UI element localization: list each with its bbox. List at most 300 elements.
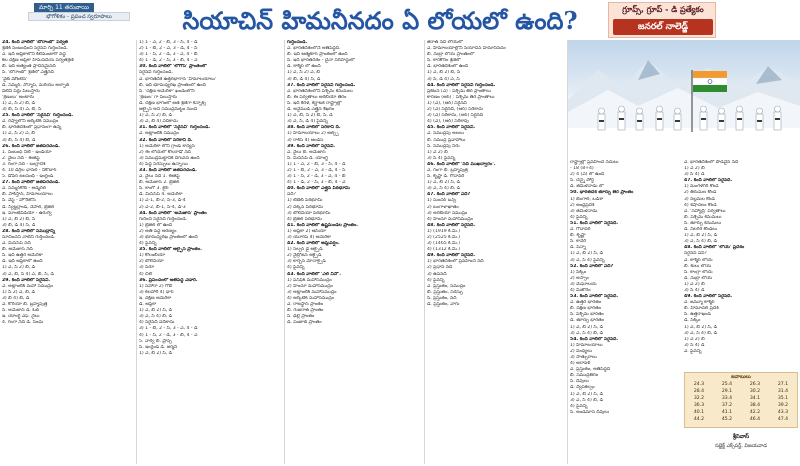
option-line: 3) అట్లాంటిక్ మహాసముద్రం xyxy=(287,289,337,295)
answer-cell: 37.2 xyxy=(721,403,733,408)
answer-cell: 27.1 xyxy=(777,382,789,387)
question-line: 47. కింది వాటిలో సరైనది. xyxy=(684,178,733,184)
question-line: 48. కింది వాటిలో సరైనది. xyxy=(427,222,476,228)
option-line: సి. అమెజాన్ డి. ఓబ్ xyxy=(2,308,40,314)
option-line: 3) 1 - సి, 2 - డి, 3 - ఎ, 4 - బి xyxy=(287,174,346,180)
option-line: 3) ఎ, సి, డి 4) పైవన్నీ xyxy=(287,119,328,125)
option-line: సూచించని వాటిని గుర్తించండి. xyxy=(2,235,56,240)
question-line: 44. కింది వాటిలో సరైనవి గుర్తించండి. xyxy=(427,82,496,88)
option-line: 3) (ఎ) సరికాదు, (ఆర్) సరైనది xyxy=(427,113,484,119)
option-line: 4) శేషాచలం కొండ xyxy=(684,202,717,208)
answer-cell: 45.2 xyxy=(721,417,733,422)
option-line: ఎ. భారతదేశంలోని పశ్చిమ కనుమలు xyxy=(287,88,353,94)
option-line: బి. భారతదేశంలో ప్రధానంగా ఉన్న xyxy=(2,125,62,131)
option-line: డి. పెన్నా xyxy=(570,245,587,251)
option-line: ఎ. ఇది ఆఫ్రికాలోని కిలిమంజారో వద్ద xyxy=(2,52,66,58)
answer-cell: 32.2 xyxy=(693,396,705,401)
option-line: 3) తమిళనాడు xyxy=(570,208,598,214)
option-line: 1) ఎ, బి 2) సి, డి xyxy=(139,350,173,356)
option-line: 4) ఆరావళి xyxy=(570,361,591,367)
option-line: బి. సముద్రతీరం xyxy=(570,373,599,379)
option-line: 'శ్రేణులు' అంటారు xyxy=(2,94,35,100)
option-line: 3) అరేబియా సముద్రం xyxy=(427,210,468,216)
option-line: ఎ. అట్లాంటిక్ మహా సముద్రం xyxy=(2,283,53,289)
option-line: 4) (1312 కి.మీ.) xyxy=(427,247,461,253)
option-line: 3) బి, డి 4) సి, డి xyxy=(2,222,36,228)
option-line: సి. ఇది ఉత్తర అమెరికా xyxy=(2,253,43,259)
option-line: 3) (1465 కి.మీ.) xyxy=(427,241,461,247)
option-line: ఎ. సమ్మర్‌కోట్ - అడ్మిరల్ xyxy=(2,186,46,192)
option-line: 2) ఆంధ్రప్రదేశ్ xyxy=(570,202,595,208)
option-line: 3) బి, సి 4) ఎ, బి, సి xyxy=(2,107,42,113)
option-line: డి. ప్రస్తుతం, వాగు xyxy=(427,302,460,308)
answer-cell: 46.4 xyxy=(749,417,761,422)
option-line: 1) ఎ-1, బి-2, సి-3, డి-4 xyxy=(139,198,186,204)
option-line: 3) 1 - బి, 2 - సి, 3 - ఎ, 4 - డి xyxy=(139,326,198,332)
answer-cell: 33.4 xyxy=(721,396,733,401)
question-line: 51. కింది వాటిలో సరైనది. xyxy=(570,220,619,226)
question-line: 49. కింది వాటిలో సరైనది. xyxy=(684,294,733,300)
option-line: 3) సి 4) డి xyxy=(684,172,705,178)
option-line: 4) సరైనది ఏదీకాదు xyxy=(139,320,175,326)
answers-row xyxy=(685,388,797,395)
option-line: డి. అనైముడి ఎత్తైన శిఖరం xyxy=(287,107,335,113)
option-line: - 18 (8+4) xyxy=(570,166,594,172)
option-line: ఇ. మాంటెవీడియో - ఉరుగ్వే xyxy=(2,210,52,216)
option-line: బి. ప్రస్తుతం, సరస్సు xyxy=(427,289,463,295)
option-line: డి. దక్షిణ భాగంలో ఆత శ్రేణిగా కన్నాక్స్ xyxy=(139,100,207,106)
option-line: సి. కృష్ణా డి. గోదావరి xyxy=(427,174,465,180)
option-line: సి. 'దక్షిణ అమెరికా' ఖండంలోని xyxy=(139,88,195,94)
option-line: 3) కార్బన్ మోనాక్సైడ్ xyxy=(287,259,326,265)
option-line: ఎ. సముద్రపు అలలు xyxy=(427,131,464,137)
option-line: 2) (2525 కి.మీ.) xyxy=(427,235,461,240)
option-line: సి. చెన్నై పోర్ట్ xyxy=(570,178,594,184)
option-line: సి. ఢిల్లీ ప్రాంతం xyxy=(287,314,315,320)
option-line: 5. నార్వే బి. ఫ్రాన్స్ xyxy=(139,338,172,344)
option-line: 4) పెద్ద సరస్సులు ఉన్నాయి xyxy=(139,161,188,167)
option-line: 1) సుందర్ బన్స్ xyxy=(427,198,457,204)
question-line: 54. కింది వాటిలో సరైనది. xyxy=(570,336,619,342)
option-line: బి. అమెజాన్ నది xyxy=(2,247,33,253)
answers-title: జవాబులు xyxy=(731,374,751,380)
option-line: 4) పైవన్నీ xyxy=(287,265,305,271)
option-line: 3) ఎ, సి 4) బి, డి xyxy=(570,397,604,403)
option-line: 1) ఎ, బి 2) సి, డి xyxy=(427,180,461,186)
option-line: డి. మిసిసిపీ 4. అమెరికా xyxy=(139,192,183,198)
question-line: 52. కింది వాటిలో ఏది? xyxy=(570,263,614,269)
banner-subtitle: గ్రూప్స్, గ్రూప్ - డి ప్రత్యేకం xyxy=(622,5,704,14)
option-line: ఎ. రాజస్థాన్ ప్రాంతం xyxy=(287,302,324,308)
option-line: 1) టిబెట్ పీఠభూమి xyxy=(287,198,323,204)
option-line: 3) ఎ, సి 4) బి, డి xyxy=(684,239,718,245)
option-line: ఎ. గోదావరి xyxy=(570,227,591,233)
option-line: 4) ఆర్కిటిక్ మహాసముద్రం xyxy=(287,295,334,301)
option-line: 2) ఈ లోయలో కొలరాడో నది xyxy=(139,149,191,155)
option-line: 2) నైట్రోజన్ ఆక్సైడ్ xyxy=(287,253,322,259)
option-line: 4) (ఎ), (ఆర్) సరికావు xyxy=(427,119,469,125)
option-line: 2) ఎ-2, బి-1, సి-4, డి-3 xyxy=(139,204,186,210)
page-headline: సియాచిన్ హిమనీనదం ఏ లోయలో ఉంది? xyxy=(182,6,578,35)
option-line: 3) సి, డి 4) ఎ, సి xyxy=(427,76,460,82)
answer-cell: 42.2 xyxy=(749,410,761,415)
option-line: 2) 1 - బి, 2 - ఎ, 3 - డి, 4 - సి xyxy=(287,167,346,173)
option-line: 1) ఆఫ్రికా 2) ఆసియా xyxy=(287,228,326,234)
option-line: బి. అమెజాన్ 2. బ్రెజిల్ xyxy=(139,180,180,186)
option-line: 1) భారతదేశంలో ప్రవహించే నది xyxy=(427,259,484,265)
option-line: బి. ఈ పర్వతాలు అరేబియా తీరం xyxy=(287,94,347,100)
option-line: డి. తూర్పు భారతం xyxy=(570,318,604,324)
option-line: 2) బంగాళాఖాతం xyxy=(427,204,459,210)
option-line: ఇ. యాంగ్జీ ఎఫ్. నైలు xyxy=(2,314,40,320)
option-line: 4. గంగా నది డి. సింధు xyxy=(2,320,44,326)
option-line: బి. నుబ్రా లోయ ప్రాంతంలో xyxy=(427,52,475,58)
answer-cell: 40.1 xyxy=(693,410,705,415)
option-line: బి. గుజరాత్ ప్రాంతం xyxy=(287,308,324,314)
option-line: సి. తూర్పు కనుమలు xyxy=(684,220,722,226)
option-line: 1) కొలంబియా xyxy=(139,253,166,259)
option-line: 'శ్రేణుల' గా పిలుస్తారు xyxy=(139,94,178,100)
option-line: వీటిని పేర్లు పిలుస్తారు xyxy=(2,88,40,94)
option-line: 3) మేఘాలయ xyxy=(570,281,597,287)
option-line: శ్రేణికి సంబంధించి సరైనవి గుర్తించండి. xyxy=(2,46,68,52)
option-line: 1) 1 - ఎ, 2 - బి, 3 - సి, 4 - డి xyxy=(287,161,346,167)
option-line: 1) ఎ, బి 2) సి, డి xyxy=(684,233,718,239)
option-line: 4) పైవన్నీ xyxy=(570,403,588,409)
question-line: 50. భారతదేశ తూర్పు తీర ప్రాంతం xyxy=(570,190,634,196)
question-line: 31. కింది వాటిలో 'సరైనవి' గుర్తించండి. xyxy=(139,125,211,131)
answer-cell: 34.1 xyxy=(749,396,761,401)
option-line: డి. స్విట్జర్లాండ్, నేపాల్, బ్రెజిల్ xyxy=(2,204,55,210)
option-line: సి. ఉత్తరాఖండ్ xyxy=(684,312,711,318)
option-line: సి. కారకోరం శ్రేణిలో xyxy=(427,58,461,64)
text-column-5 xyxy=(570,160,680,466)
text-column-4 xyxy=(427,40,567,464)
option-line: డి. ఆఫ్రికా xyxy=(139,302,157,308)
option-line: సి. పశ్చిమ భారతం xyxy=(570,312,604,318)
option-line: ఎ. మిసిసిపీ నది xyxy=(2,241,31,247)
answer-cell: 43.3 xyxy=(777,410,789,415)
option-line: డి. ద్వీపకల్పం xyxy=(570,385,595,391)
continuation-tag: మార్చి 11 తరువాయి xyxy=(34,3,94,12)
option-line: బి. పశ్చిమ కనుమలు xyxy=(684,214,722,220)
option-line: 3) సముద్రమట్టానికి దిగువన ఉంది xyxy=(139,155,200,161)
option-line: 5. డోవర్ జలసంధి - ఇంగ్లండ్ xyxy=(2,174,54,180)
option-line: సి. 'బోరాంబో' శ్రేణిలో ఎత్తైనది xyxy=(2,70,54,76)
option-line: 1) సిక్కిం xyxy=(570,269,587,275)
option-line: 1) అమెరికా లోని గ్రాండ్ కాన్యన్ xyxy=(139,143,195,149)
option-line: సరైనవి ఏవి? xyxy=(684,251,707,257)
option-line: 1) (ఎ), (ఆర్) సరైనవి xyxy=(427,100,467,106)
option-line: 1) ఎ, బి 2) సి, డి xyxy=(570,251,604,257)
question-line: 53. కింది వాటిలో సరైనది. xyxy=(570,294,619,300)
answer-cell: 25.4 xyxy=(721,382,733,387)
option-line: 1) ఎ, బి 2) సి, డి xyxy=(570,391,604,397)
option-line: 1) ఎ, బి 2) బి, సి xyxy=(2,216,36,222)
answer-cell: 31.4 xyxy=(777,389,789,394)
option-line: 1) పసిఫిక్ మహాసముద్రం xyxy=(287,277,332,283)
option-line: 3) ఎ, బి, సి 4) ఎ, బి, సి, డి xyxy=(2,271,54,277)
option-line: బి. కృష్ణా xyxy=(570,233,586,239)
option-line: 3) ఎ, సి 4) పైవన్నీ xyxy=(570,257,605,263)
option-line: 3) యూరప్ 4) అమెరికా xyxy=(287,235,332,240)
option-line: 3) సాత్పురాలు xyxy=(570,355,597,360)
option-line: 1) బెంగాల్, ఒడిశా xyxy=(570,196,604,202)
option-line: 3) ఎ, సి 4) బి, డి xyxy=(570,330,604,336)
section-tag: భౌగోళికం - ప్రపంచ స్వరూపాలు xyxy=(28,12,130,21)
option-line: 1) ఎ, సి 2) ఎ, బి xyxy=(2,131,35,137)
option-line: జిరాత్ నది లోయలో xyxy=(427,40,463,45)
option-line: గురించి సరైనది గుర్తించండి. xyxy=(139,216,188,222)
answers-row xyxy=(685,416,797,423)
answer-cell: 35.1 xyxy=(777,396,789,401)
text-column-6 xyxy=(684,160,798,370)
option-line: 3) 1 - సి, 2 - డి, 3 - ఎ, 4 - బి xyxy=(139,52,198,58)
option-line: 4) హిందూ మహాసముద్రం xyxy=(427,216,473,222)
option-line: ఎ. 'సహ్యాద్రి' పర్వతాలు xyxy=(684,208,726,214)
answer-cell: 39.2 xyxy=(777,403,789,408)
option-line: 4) పైవన్నీ xyxy=(570,214,588,220)
option-line: 4) బ్రెజిల్ పీఠభూమి xyxy=(287,216,322,222)
question-line: 33. కింది వాటిలో జతపరచండి. xyxy=(139,167,197,173)
option-line: సి. కాంగ్రా లోయ xyxy=(684,269,713,275)
question-line: 36. ప్రపంచంలో అతిపెద్ద ఎడారి. xyxy=(139,277,198,283)
question-line: 29. కింది వాటిలో సరైనవి. xyxy=(2,277,51,283)
question-line: 34. కింది వాటిలో 'అమెజాన్' ప్రాంతం xyxy=(139,210,207,216)
option-line: 4) 1 - డి, 2 - సి, 3 - బి, 4 - ఎ xyxy=(139,58,198,64)
option-line: ఎ. ఉత్తర భారతం xyxy=(570,300,602,306)
option-line: 3) కలహారి 4) థార్ xyxy=(139,289,174,295)
option-line: డి. భారతదేశంలో ఉంది xyxy=(427,64,469,70)
question-line: 30. కింది వాటిలో 'లోగోస్' ప్రాంతంలో xyxy=(139,64,207,70)
option-line: డి. నీలగిరి కొండలు xyxy=(684,227,718,233)
option-line: 3) పెరూ xyxy=(139,265,155,271)
option-line: 1) సల్ఫర్ డై ఆక్సైడ్ xyxy=(287,247,323,253)
question-line: 35. కింది వాటిలో ఆల్ఫైన్ ప్రాంతం. xyxy=(139,247,202,253)
option-line: డి. పంజాబ్ ప్రాంతం xyxy=(287,320,322,326)
option-line: డి. కాశ్మీర్ లో ఉంది xyxy=(287,64,321,70)
question-line: 40. కింది వాటిలో ఎత్తైన పీఠభూమి xyxy=(287,186,350,192)
question-line: 45. కింది వాటిలో సరైనవి. xyxy=(427,125,476,131)
question-line: 43. కింది వాటిలో 'ఎల్ నినో'. xyxy=(287,271,342,277)
option-line: ఎ. జమ్మూ కాశ్మీర్ xyxy=(684,300,715,306)
text-column-1 xyxy=(2,40,135,464)
option-line: 1) హిమాలయాలు 2) ఆల్ప్స్ xyxy=(287,131,339,137)
option-line: 1) మంగళగిరి కొండ xyxy=(684,184,719,190)
option-line: ఎ. అట్లాంటిక్ సముద్రం xyxy=(139,131,179,137)
question-line: 46. కింది వాటిలో 'నదీ ముఖద్వారం'. xyxy=(427,161,496,167)
option-line: సి. ఇంగ్లండ్ డి. జర్మనీ xyxy=(139,344,178,350)
option-line: ఎ. ప్రస్తుతం, అతిపెద్దది xyxy=(570,367,611,373)
column-divider xyxy=(136,40,137,464)
option-line: సరైనవి గుర్తించండి. xyxy=(139,70,173,76)
option-line: డి. సిక్కిం xyxy=(684,318,701,324)
question-line: 39. కింది వాటిలో సరైనవి. xyxy=(287,143,336,149)
option-line: 3) ఎ, సి 4) బి, డి xyxy=(139,314,173,320)
author-role: సబ్జెక్ట్ ఎక్స్‌పర్ట్, విజయవాడ xyxy=(715,443,767,449)
option-line: 2) 1 - బి, 2 - ఎ, 3 - డి, 4 - సి xyxy=(139,46,198,52)
option-line: బి. ఇది ఆత్మకూర్ ప్రాంతంలో ఉంది xyxy=(287,52,348,58)
option-line: 1) ఎ, బి 2) సి, డి xyxy=(139,308,173,314)
option-line: 3) భూమధ్యరేఖ ప్రాంతంలో ఉంది xyxy=(139,235,198,240)
question-line: 38. కింది వాటిలో సరికాని ది. xyxy=(287,125,341,131)
option-line: సి. మిసిసిపీ డి. యాంగ్జీ xyxy=(287,155,328,161)
option-line: ఏది? xyxy=(287,192,296,198)
option-line: సి. సముద్రపు నీరు xyxy=(427,143,460,149)
option-line: సి. కాంగో 3. జైర్ xyxy=(139,186,169,192)
option-line: 2) వింధ్యలు xyxy=(570,348,592,354)
option-line: 4) 1 - డి, 2 - సి, 3 - బి, 4 - ఎ xyxy=(287,180,346,186)
option-line: 3) ఎ, సి 4) బి, డి xyxy=(684,330,718,336)
option-line: ఎ. భారతదేశంలోనే అతిపెద్దది. xyxy=(287,46,341,52)
answer-cell: 29.1 xyxy=(721,389,733,394)
option-line: 3) ఎ, సి 4) బి, డి xyxy=(427,186,461,192)
soldiers-flag-photo xyxy=(568,40,800,158)
option-line: సి. వెస్ట్ - హోరిజోన్ xyxy=(2,198,36,204)
option-line: 3) బొలీవియా పీఠభూమి xyxy=(287,210,331,216)
option-line: 3. గంగా నది - బంగ్లాదేశ్ xyxy=(2,161,46,167)
option-line: 4. 10 డిగ్రీల ఛానల్ - నికోబార్ xyxy=(2,167,57,173)
option-line: డి. నుబ్రా లోయ xyxy=(684,275,712,281)
option-line: 1) ఎ, బి 2) సి, డి xyxy=(684,324,718,330)
option-line: ఎ. నైలు బి. అమెజాన్ xyxy=(287,149,326,155)
option-line: 1) ఎ 2) బి xyxy=(684,166,705,172)
option-line: 1) ఎ, బి, సి 2) బి, సి, డి xyxy=(287,113,333,119)
option-line: కల దక్షిణ ఆఫ్రికా హిమనదీయ పర్వతశ్రేణి xyxy=(2,58,74,64)
option-line: రాష్ట్రాల్లో ప్రవహించే నదులు xyxy=(570,160,619,165)
option-line: ఇ. దక్షిణ అమెరికా xyxy=(139,295,172,301)
answers-row xyxy=(685,402,797,409)
option-line: 1) ఎ, బి 2) బి, సి xyxy=(427,70,461,76)
option-line: బి. హిమాచల్ ప్రదేశ్ xyxy=(684,306,719,312)
option-line: 3) సి 4) పైవన్నీ xyxy=(427,155,456,161)
option-line: సి. ఇది భారతదేశం - చైనా సరిహద్దులో xyxy=(287,58,355,64)
option-line: 4) మిజోరం xyxy=(570,287,591,293)
option-line: 3) సి 4) డి xyxy=(684,342,705,348)
answer-cell: 26.3 xyxy=(749,382,761,387)
answer-cell: 47.4 xyxy=(777,417,789,422)
answers-box xyxy=(684,372,798,428)
option-line: 1) ఎ, సి 2) బి, డి xyxy=(2,265,36,271)
option-line: ఎ. కొరియా బి. బ్రహ్మపుత్ర xyxy=(2,302,48,308)
answers-table xyxy=(685,381,797,423)
question-line: 24. కింది వాటిలో 'బోరాంబో' పర్వత xyxy=(2,40,68,45)
option-line: బి. ఇది భూమధ్యరేఖ ప్రాంతంలో ఉంది xyxy=(139,82,206,88)
question-line: 37. కింది వాటిలో సరైనవి గుర్తించండి. xyxy=(287,82,356,88)
option-line: సి. ప్రస్తుతం, నది xyxy=(427,295,457,301)
author-name: శ్రీనివాస్ xyxy=(732,434,750,440)
question-line: 27. కింది వాటిలో జతపరచండి. xyxy=(2,180,60,186)
option-line: ఎ. భారతదేశంలో పొడవైన నది xyxy=(684,160,739,165)
option-line: 2) దక్కన్ పీఠభూమి xyxy=(287,204,323,210)
answer-cell: 36.3 xyxy=(693,403,705,408)
option-line: 4) పైవన్నీ xyxy=(427,277,445,283)
option-line: 1) సహారా 2) గోబీ xyxy=(139,283,173,289)
option-line: 2) 4 (ఏ) లో ఉంది xyxy=(570,172,605,178)
text-column-3 xyxy=(287,40,423,464)
option-line: 2) అస్సాం xyxy=(570,275,589,281)
option-line: బి. దక్షిణ భారతం xyxy=(570,306,601,312)
option-line: 4) చిలీ xyxy=(139,271,153,277)
option-line: 3) ఉపనది xyxy=(427,271,447,277)
question-line: 28. కింది వాటిలో సముద్రాన్ని xyxy=(2,228,56,234)
option-line: 2) అతి పెద్ద అరణ్యం xyxy=(139,228,177,234)
option-line: ఎ. ప్రస్తుతం, సముద్రం xyxy=(427,283,466,289)
option-line: ఎ. హిమాలయాల్లోని సియాచిన్ హిమానీనదం xyxy=(427,46,506,52)
option-line: 4) 1 - సి, 2 - డి, 3 - బి, 4 - ఎ xyxy=(139,332,198,338)
option-line: 1) ఎ, సి 2) బి, డి xyxy=(2,100,36,106)
question-line: 42. కింది వాటిలో ఆమ్లవర్షం. xyxy=(287,241,340,247)
question-line: గుర్తించండి. xyxy=(287,40,308,45)
option-line: సి. కావేరి xyxy=(570,239,587,245)
answers-row xyxy=(685,395,797,402)
answer-cell: 28.4 xyxy=(693,389,705,394)
option-line: 3) రాకీస్ 4) ఆండీస్ xyxy=(287,137,324,143)
option-line: ఎ. పైవన్నీ xyxy=(684,348,702,354)
banner-title: జనరల్ నాలెడ్జ్ xyxy=(613,19,713,35)
option-line: 2) ప్రధాన నది xyxy=(427,265,453,271)
option-line: బి. సముద్ర ప్రవాహాలు xyxy=(427,137,466,143)
question-line: 32. కింది వాటిలో సరికాని ది. xyxy=(139,137,193,143)
option-line: బి. ఇది అత్యంత ప్రాచీనమైనది xyxy=(2,64,56,70)
option-line: 1) ఎ, సి 2) ఎ, బి xyxy=(287,70,320,76)
option-line: 1) ఎ, బి 2) సి, డి xyxy=(570,324,604,330)
answer-cell: 38.4 xyxy=(749,403,761,408)
option-line: 1) 1 - ఎ, 2 - బి, 3 - సి, 4 - డి xyxy=(139,40,198,45)
answer-cell: 44.2 xyxy=(693,417,705,422)
option-line: 2) తిరుమల కొండ xyxy=(684,190,717,196)
series-banner xyxy=(608,2,716,38)
option-line: 1) హిమాలయాలు xyxy=(570,342,603,348)
option-line: సి. దీవులు xyxy=(570,379,589,385)
option-line: 3) బి 4) బి, డి xyxy=(2,295,30,301)
option-line: 1) ఎ, సి 2) బి, డి xyxy=(139,113,173,119)
option-line: 1) సి 2) ఎ, బి, డి xyxy=(2,289,36,295)
option-line: 4) పైవన్నీ xyxy=(139,241,157,247)
option-line: ఎ. గంగా బి. బ్రహ్మపుత్ర xyxy=(427,167,468,173)
option-line: కారణం (ఆర్) : పశ్చిమ తీర ప్రాంతాలు xyxy=(427,94,495,100)
option-line: 1) ఎ 2) బి xyxy=(684,281,705,287)
option-line: డి. తమిళనాడు లో xyxy=(570,184,604,190)
option-line: డి. ఇది ఆఫ్రికాలో ఉంది xyxy=(2,259,43,265)
option-line: 3) ఎ, బి 4) ఏదీకాదు xyxy=(139,119,178,125)
option-line: 2) (ఎ) సరైనది, (ఆర్) సరికాదు xyxy=(427,107,484,113)
option-line: 1) ఎ 2) బి xyxy=(427,149,448,155)
option-line: 2. నైలు నది - ఈజిప్ట్ xyxy=(2,155,40,161)
option-line: ఎ. భారతదేశ ఉత్తరభాగాన 'హిమాలయాలు' xyxy=(139,76,217,82)
option-line: 3) బి, సి 4) బి, డి xyxy=(2,137,36,143)
question-line: 48. కింది వాటిలో 'లోయ' ప్రదేశం xyxy=(684,245,745,251)
option-line: ఆల్ఫైన్ అని సముద్రమట్టం నుంచి xyxy=(139,107,198,113)
option-line: ఎ. రష్యాలోని ఆర్కిటిక్ సముద్రం xyxy=(2,119,59,125)
column-divider xyxy=(284,40,285,464)
option-line: ఎ. కాశ్మీర్ లోయ xyxy=(684,257,713,263)
question-line: 47. కింది వాటిలో ఏది? xyxy=(427,192,471,198)
answers-row xyxy=(685,409,797,416)
option-line: 1) ఎ 2) బి xyxy=(684,336,705,342)
option-line: బి. పాకిస్తాన్, హిమాలయాలు xyxy=(2,192,53,198)
question-line: 41. కింది వాటిలో ఉష్ణమండల ప్రాంతం. xyxy=(287,222,359,228)
option-line: 'వైట్ మౌంటెన్' xyxy=(2,76,28,82)
column-divider xyxy=(424,40,425,464)
question-line: 49. కింది వాటిలో సరైనది. xyxy=(427,253,476,259)
answer-cell: 30.2 xyxy=(749,389,761,394)
option-line: 3) నల్లమల కొండ xyxy=(684,196,715,202)
option-line: 1. సంబంధ్ నీటి - ఇండియా xyxy=(2,149,52,155)
option-line: డి. సమ్మర్, నోర్మాస్, మరియు అల్ఫాబ్ xyxy=(2,82,70,88)
answer-cell: 24.3 xyxy=(693,382,705,387)
question-line: 26. కింది వాటిలో జతపరచండి. xyxy=(2,143,60,149)
